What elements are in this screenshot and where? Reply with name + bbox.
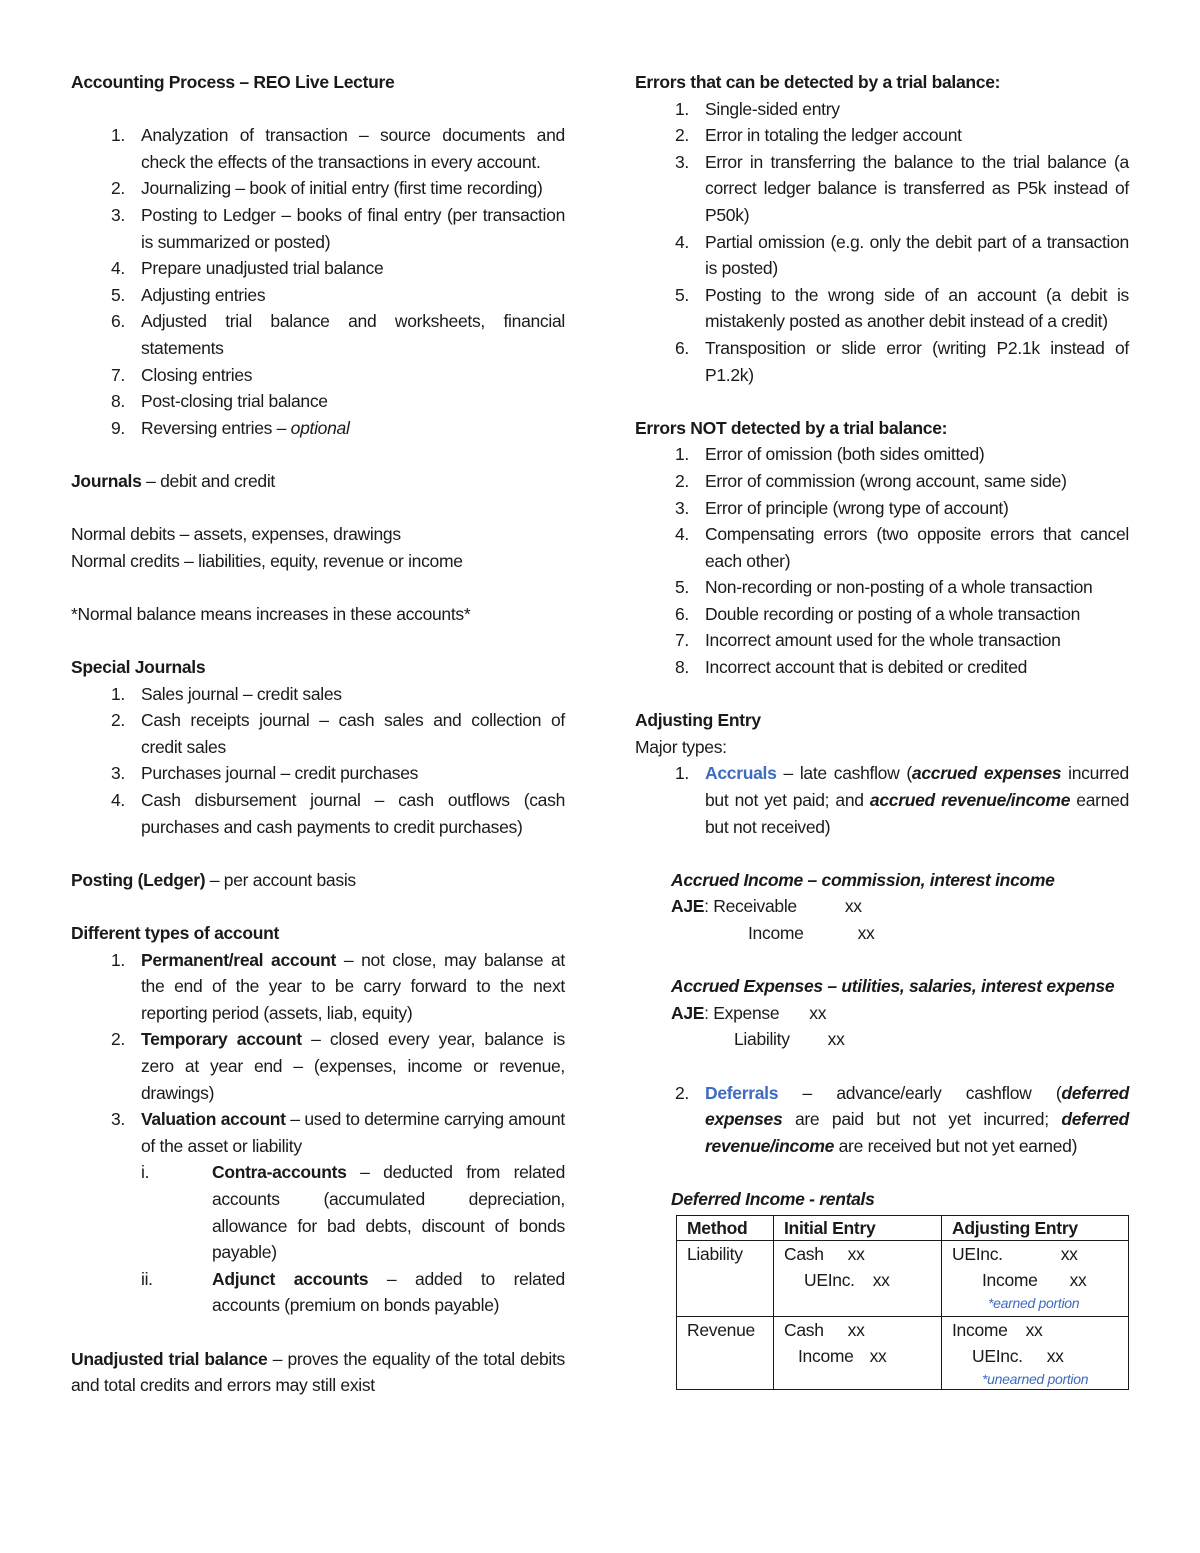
aje-line-debit: AJE: Expense xx bbox=[671, 1002, 827, 1023]
unadjusted-trial-balance: Unadjusted trial balance – proves the equality of the total debits and total credits and errors may still exist bbox=[71, 1348, 565, 1396]
document-title: Accounting Process – REO Live Lecture bbox=[71, 72, 395, 92]
list-item: 9. Reversing entries – optional bbox=[111, 417, 350, 438]
list-item: 1. Permanent/real account – not close, may balanse at the end of the year to be carry forward to the next reporting period (assets, liab, equity) bbox=[111, 949, 565, 1023]
detected-errors-list bbox=[635, 96, 1129, 389]
list-item: 6. Double recording or posting of a whole transaction bbox=[675, 603, 1081, 624]
list-item: 8. Incorrect account that is debited or credited bbox=[675, 657, 1028, 678]
list-item: 3. Error in transferring the balance to the trial balance (a correct ledger balance is transferred as P5k instead of P50k) bbox=[675, 151, 1129, 225]
aje-line-debit: AJE: Receivable xx bbox=[671, 896, 862, 917]
list-item: 4. Partial omission (e.g. only the debit part of a transaction is posted) bbox=[675, 231, 1129, 279]
special-journals-list bbox=[71, 681, 565, 841]
sub-list-item: ii. Adjunct accounts – added to related accounts (premium on bonds payable) bbox=[141, 1268, 565, 1316]
list-item: 1. Sales journal – credit sales bbox=[111, 683, 342, 704]
method-cell: Revenue bbox=[677, 1316, 774, 1389]
aje-line-credit: Liability xx bbox=[734, 1029, 845, 1050]
list-item: 5. Non-recording or non-posting of a whole transaction bbox=[675, 577, 1093, 598]
account-types-heading: Different types of account bbox=[71, 923, 280, 943]
accrued-expenses-block bbox=[635, 973, 1129, 1053]
accruals-item: 1. Accruals – late cashflow (accrued expenses incurred but not yet paid; and accrued revenue/income earned but not received) bbox=[675, 763, 1129, 837]
initial-entry-cell: Cash xx UEInc. xx bbox=[774, 1240, 942, 1316]
column-header: Adjusting Entry bbox=[942, 1215, 1129, 1240]
normal-balance-note: *Normal balance means increases in these accounts* bbox=[71, 603, 471, 624]
list-item: 2. Cash receipts journal – cash sales and collection of credit sales bbox=[111, 710, 565, 757]
accrued-expenses-heading: Accrued Expenses – utilities, salaries, interest expense bbox=[671, 976, 1115, 997]
list-item: 3. Error of principle (wrong type of account) bbox=[675, 497, 1009, 518]
account-types-list bbox=[71, 947, 565, 1319]
list-item: 3. Valuation account – used to determine carrying amount of the asset or liability bbox=[111, 1109, 565, 1156]
list-item: 7. Incorrect amount used for the whole transaction bbox=[675, 630, 1061, 651]
accrued-income-block bbox=[635, 867, 1129, 947]
special-journals-heading: Special Journals bbox=[71, 657, 206, 678]
list-item: 2. Journalizing – book of initial entry (first time recording) bbox=[111, 178, 543, 199]
left-column bbox=[71, 69, 565, 1399]
sub-list-item: i. Contra-accounts – deducted from related accounts (accumulated depreciation, allowance for bad debts, discount of bonds payable) bbox=[141, 1162, 565, 1263]
adjusting-entry-cell: Income xx UEInc. xx *unearned portion bbox=[942, 1316, 1129, 1389]
list-item: 3. Posting to Ledger – books of final entry (per transaction is summarized or posted) bbox=[111, 204, 565, 252]
list-item: 1. Single-sided entry bbox=[675, 98, 840, 119]
not-detected-errors-list bbox=[635, 441, 1129, 680]
journals-line: Journals – debit and credit bbox=[71, 470, 275, 491]
adjusting-entry-heading: Adjusting Entry bbox=[635, 710, 761, 731]
list-item: 5. Adjusting entries bbox=[111, 284, 266, 305]
detected-errors-heading: Errors that can be detected by a trial balance: bbox=[635, 72, 1001, 92]
normal-debits: Normal debits – assets, expenses, drawings bbox=[71, 524, 401, 545]
accrued-income-heading: Accrued Income – commission, interest income bbox=[671, 869, 1055, 890]
table-row bbox=[677, 1240, 1129, 1316]
list-item: 7. Closing entries bbox=[111, 364, 253, 385]
deferrals-item: 2. Deferrals – advance/early cashflow (deferred expenses are paid but not yet incurred; deferred revenue/income are received but not yet earned) bbox=[675, 1082, 1129, 1156]
list-item: 4. Prepare unadjusted trial balance bbox=[111, 258, 384, 279]
table-header-row bbox=[677, 1215, 1129, 1240]
initial-entry-cell: Cash xx Income xx bbox=[774, 1316, 942, 1389]
list-item: 8. Post-closing trial balance bbox=[111, 391, 328, 412]
right-column bbox=[635, 69, 1129, 1390]
adjusting-entry-cell: UEInc. xx Income xx *earned portion bbox=[942, 1240, 1129, 1316]
not-detected-errors-heading: Errors NOT detected by a trial balance: bbox=[635, 417, 948, 438]
list-item: 2. Error in totaling the ledger account bbox=[675, 125, 962, 146]
list-item: 4. Cash disbursement journal – cash outflows (cash purchases and cash payments to credit purchases) bbox=[111, 790, 565, 837]
method-cell: Liability bbox=[677, 1240, 774, 1316]
list-item: 5. Posting to the wrong side of an account (a debit is mistakenly posted as another debit instead of a credit) bbox=[675, 284, 1129, 332]
major-types-label: Major types: bbox=[635, 736, 727, 757]
list-item: 2. Temporary account – closed every year, balance is zero at year end – (expenses, income or revenue, drawings) bbox=[111, 1029, 565, 1103]
process-steps-list bbox=[71, 122, 565, 441]
posting-line: Posting (Ledger) – per account basis bbox=[71, 869, 356, 890]
list-item: 6. Transposition or slide error (writing P2.1k instead of P1.2k) bbox=[675, 337, 1129, 385]
normal-credits: Normal credits – liabilities, equity, revenue or income bbox=[71, 550, 463, 571]
deferred-income-heading: Deferred Income - rentals bbox=[671, 1188, 875, 1209]
list-item: 2. Error of commission (wrong account, same side) bbox=[675, 470, 1067, 491]
table-row bbox=[677, 1316, 1129, 1389]
column-header: Initial Entry bbox=[774, 1215, 942, 1240]
column-header: Method bbox=[677, 1215, 774, 1240]
list-item: 6. Adjusted trial balance and worksheets, financial statements bbox=[111, 311, 565, 358]
list-item: 1. Error of omission (both sides omitted) bbox=[675, 444, 985, 465]
list-item: 1. Analyzation of transaction – source documents and check the effects of the transactions in every account. bbox=[111, 125, 565, 172]
aje-line-credit: Income xx bbox=[748, 923, 875, 943]
deferred-income-table bbox=[676, 1215, 1129, 1390]
list-item: 3. Purchases journal – credit purchases bbox=[111, 763, 419, 784]
list-item: 4. Compensating errors (two opposite errors that cancel each other) bbox=[675, 524, 1129, 571]
